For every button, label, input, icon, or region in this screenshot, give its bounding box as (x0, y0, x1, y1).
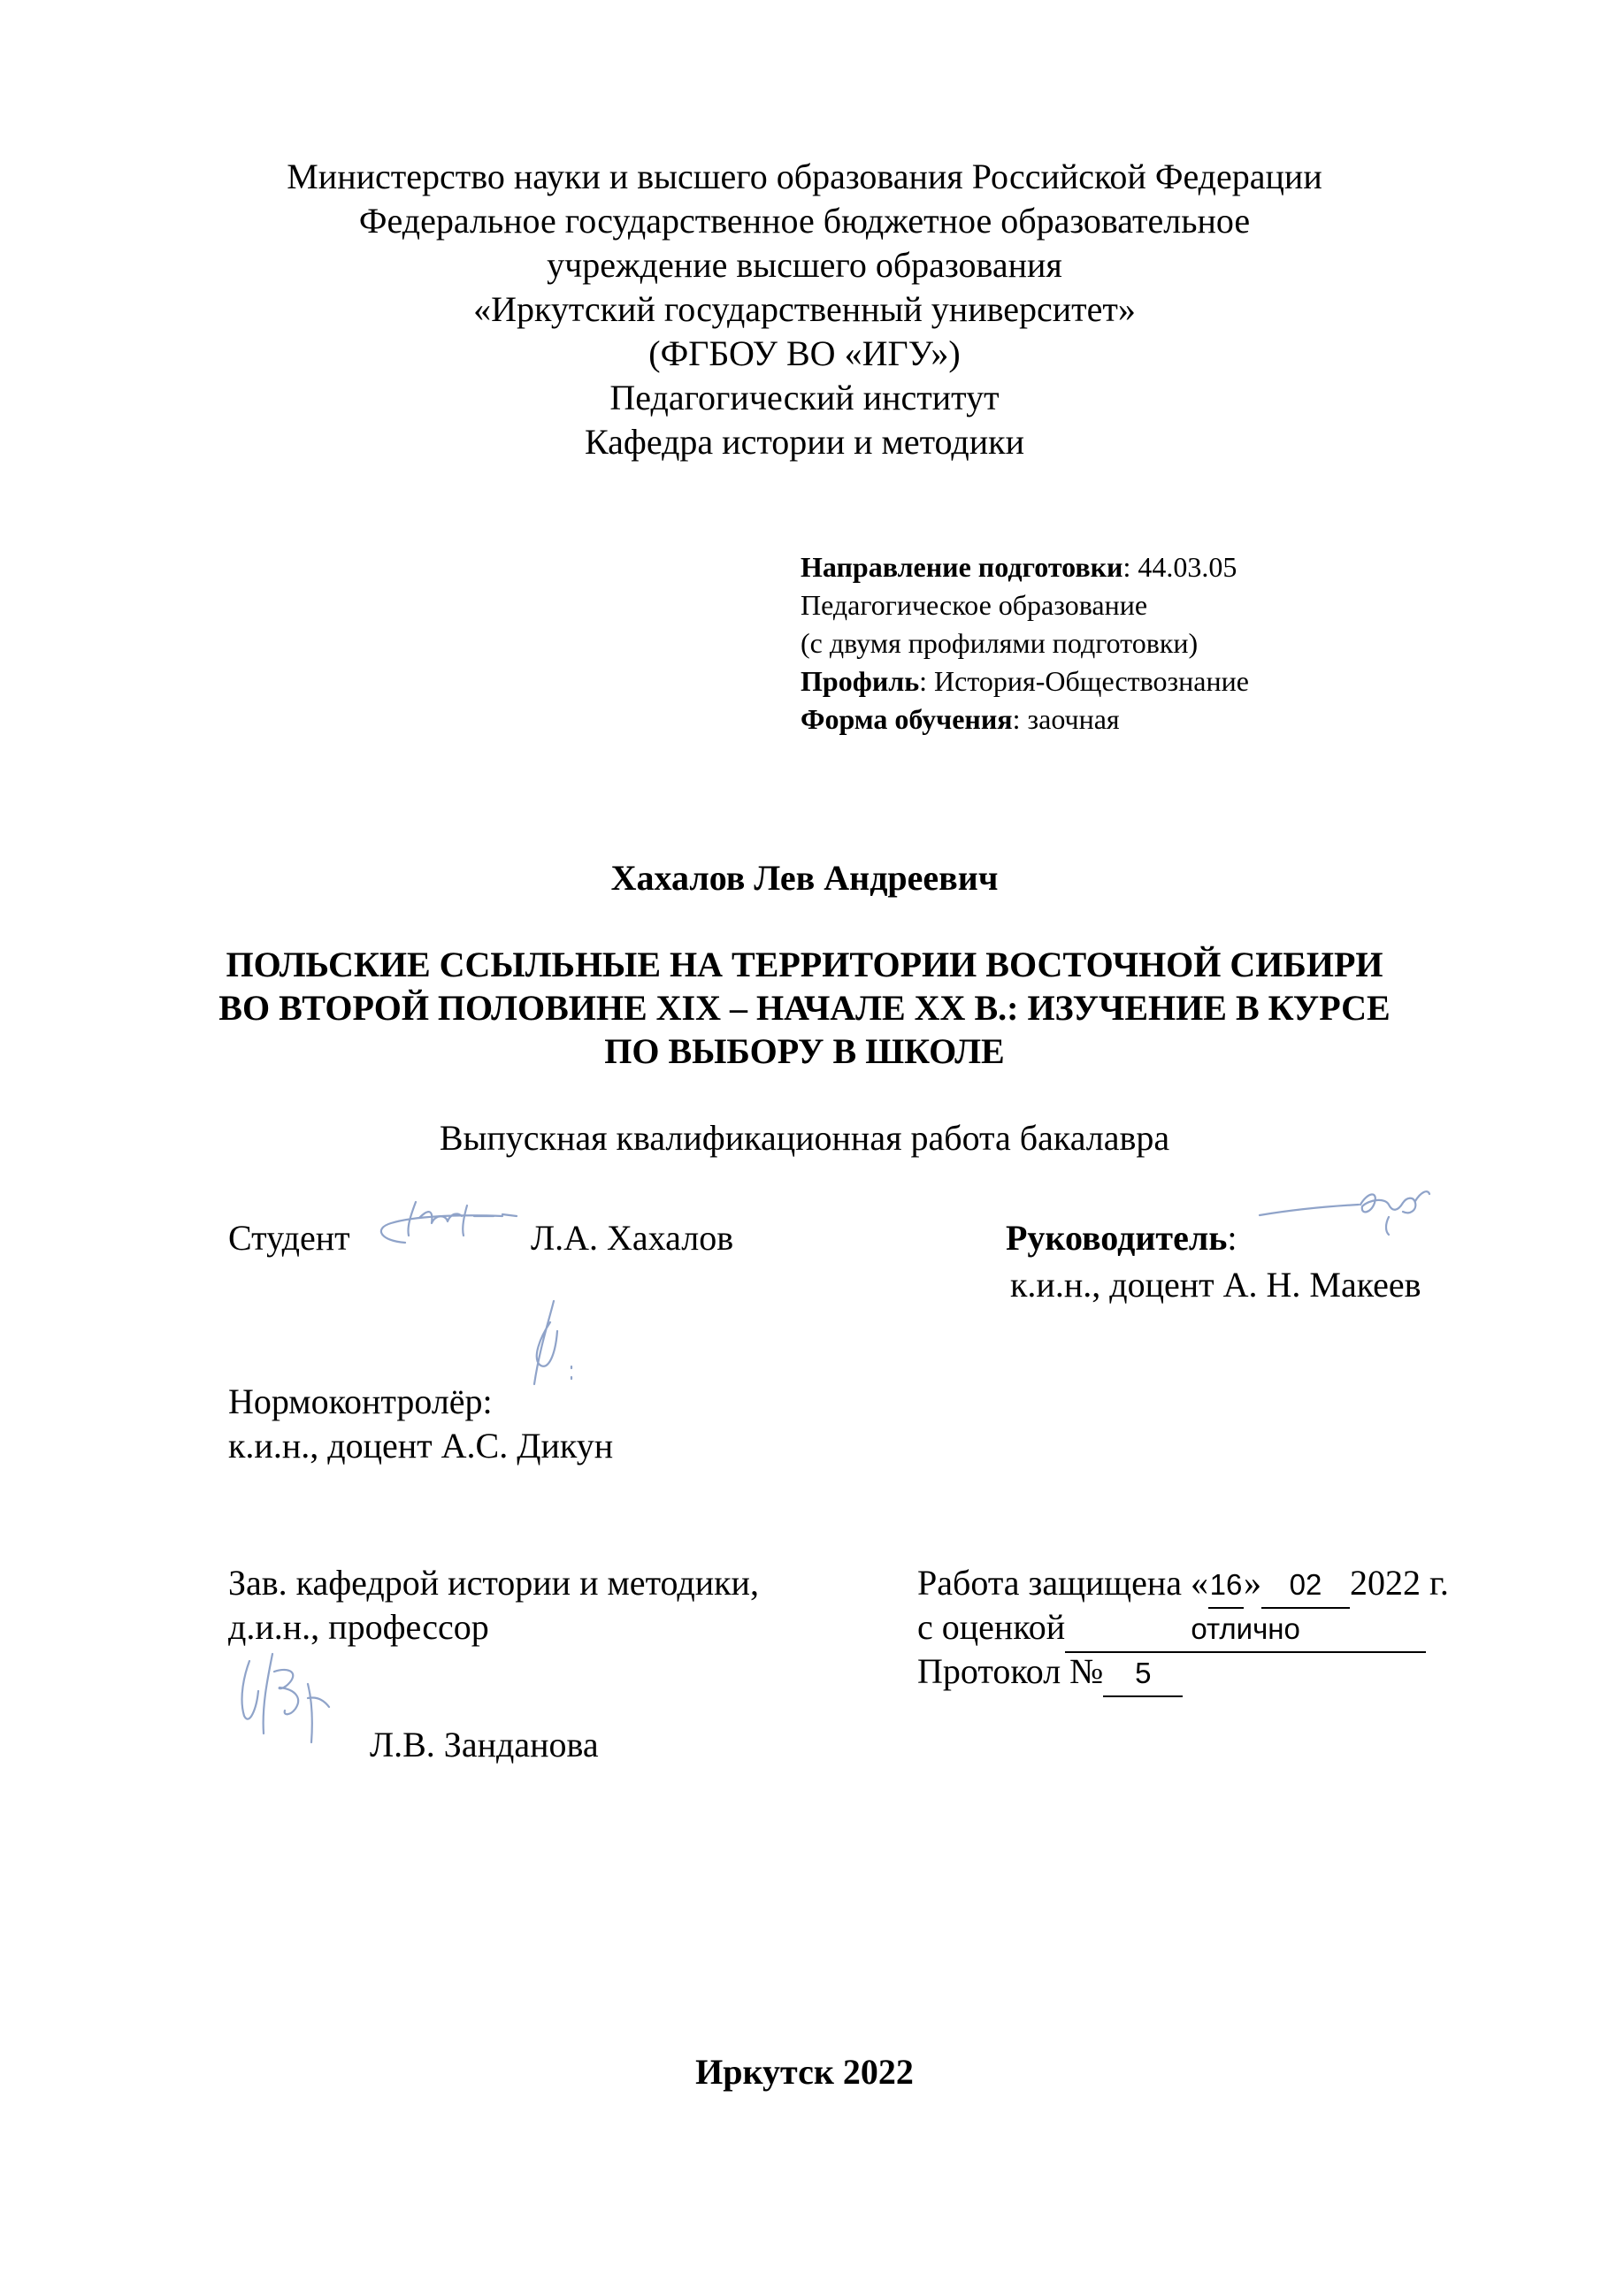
direction-label: Направление подготовки (801, 551, 1123, 583)
head-name: Л.В. Занданова (370, 1725, 599, 1764)
defense-prefix: Работа защищена « (917, 1563, 1209, 1603)
thesis-title-line-2: ВО ВТОРОЙ ПОЛОВИНЕ XIX – НАЧАЛЕ XX В.: ИЗУЧЕНИЕ В КУРСЕ (218, 988, 1391, 1028)
head-title-line-2: д.и.н., профессор (228, 1607, 489, 1647)
profile-line (801, 662, 1249, 700)
study-form-value: : заочная (1012, 703, 1120, 735)
defense-protocol-number: 5 (1103, 1651, 1183, 1697)
direction-line-2: Педагогическое образование (801, 589, 1148, 621)
work-type: Выпускная квалификационная работа бакалавра (439, 1118, 1170, 1158)
header-federal: Федеральное государственное бюджетное образовательное (358, 201, 1251, 241)
supervisor-label: Руководитель (1006, 1218, 1228, 1258)
defense-protocol-line (917, 1649, 1183, 1697)
thesis-title-line-1: ПОЛЬСКИЕ ССЫЛЬНЫЕ НА ТЕРРИТОРИИ ВОСТОЧНОЙ СИБИРИ (226, 945, 1383, 984)
profile-value: : История-Обществознание (919, 665, 1249, 697)
normcontrol-signature (513, 1296, 593, 1402)
normcontrol-label: Нормоконтролёр: (228, 1381, 493, 1421)
defense-grade: отлично (1065, 1607, 1426, 1653)
footer-city-year: Иркутск 2022 (695, 2052, 914, 2092)
header-ministry: Министерство науки и высшего образования Российской Федерации (287, 157, 1322, 196)
defense-mid: » (1244, 1563, 1262, 1603)
header-abbreviation: (ФГБОУ ВО «ИГУ») (648, 333, 961, 373)
normcontrol-details: к.и.н., доцент А.С. Дикун (228, 1426, 614, 1466)
student-label: Студент (228, 1218, 350, 1258)
direction-value: : 44.03.05 (1122, 551, 1237, 583)
header-institute: Педагогический институт (609, 378, 1000, 417)
supervisor-colon: : (1227, 1218, 1237, 1258)
defense-day: 16 (1208, 1563, 1244, 1609)
head-title-line-1: Зав. кафедрой истории и методики, (228, 1563, 759, 1603)
defense-year: 2022 г. (1350, 1563, 1449, 1603)
profile-label: Профиль (801, 665, 920, 697)
defense-protocol-label: Протокол № (917, 1651, 1104, 1691)
supervisor-details: к.и.н., доцент А. Н. Макеев (1010, 1265, 1421, 1305)
defense-month: 02 (1261, 1563, 1350, 1609)
study-form-label: Форма обучения (801, 703, 1013, 735)
direction-line-3: (с двумя профилями подготовки) (801, 627, 1199, 659)
thesis-title-line-3: ПО ВЫБОРУ В ШКОЛЕ (604, 1031, 1005, 1071)
defense-date-line (917, 1561, 1449, 1609)
study-form-line (801, 700, 1120, 739)
author-name: Хахалов Лев Андреевич (610, 858, 999, 898)
supervisor-line (1006, 1216, 1237, 1260)
header-institution-type: учреждение высшего образования (547, 245, 1062, 285)
header-department: Кафедра истории и методики (585, 422, 1024, 462)
defense-grade-line (917, 1605, 1426, 1653)
defense-grade-label: с оценкой (917, 1607, 1066, 1647)
student-name: Л.А. Хахалов (531, 1218, 734, 1258)
supervisor-signature (1256, 1185, 1433, 1238)
head-signature (232, 1645, 356, 1751)
header-university: «Иркутский государственный университет» (473, 289, 1136, 329)
student-signature (370, 1190, 520, 1251)
direction-line (801, 548, 1237, 586)
